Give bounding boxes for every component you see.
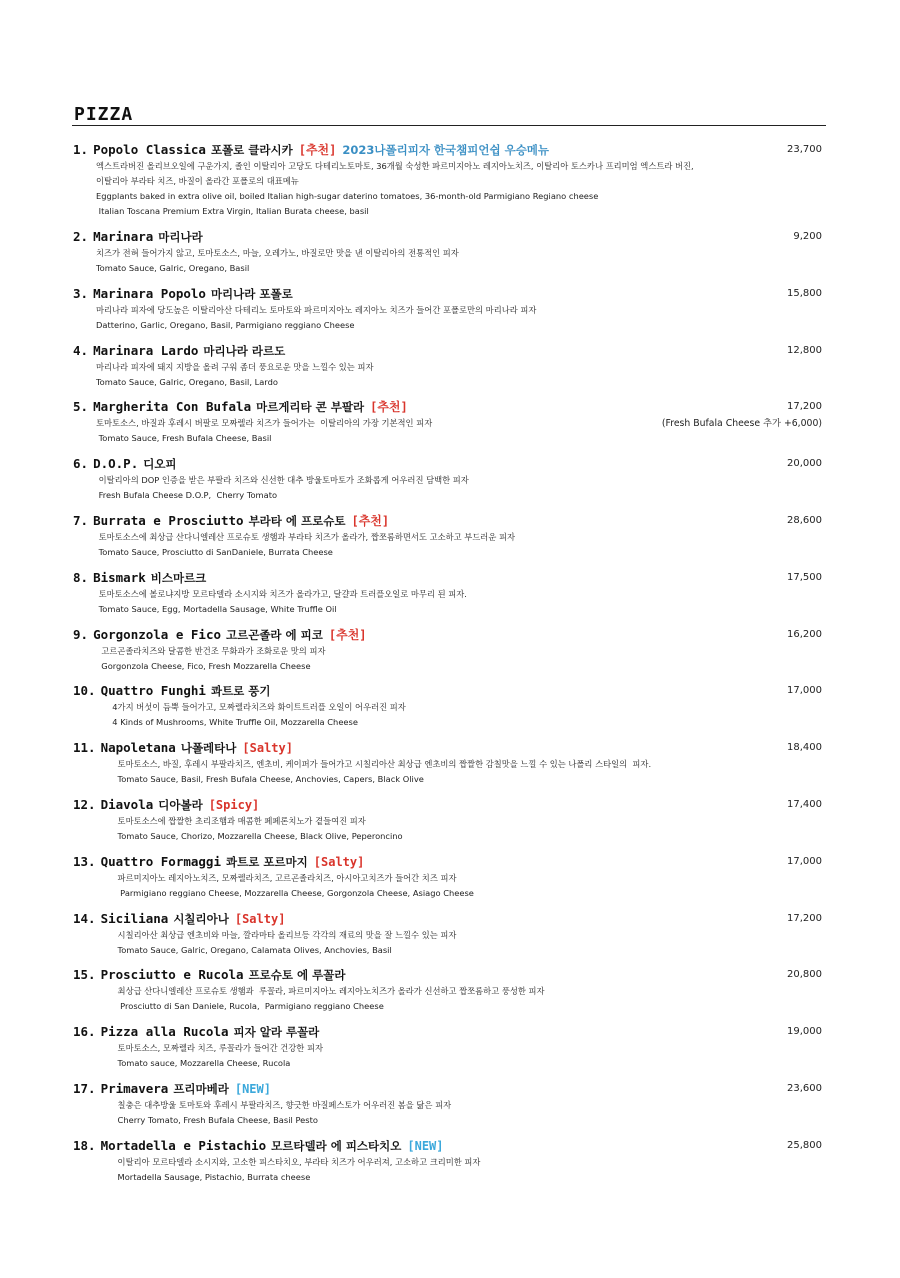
item-number: 14. (73, 910, 96, 926)
item-name: D.O.P. (93, 456, 139, 472)
item-number: 13. (73, 853, 96, 869)
item-korean-name: 프리마베라 (173, 1081, 229, 1096)
description-line: Prosciutto di San Daniele, Rucola, Parmigiano reggiano Cheese (107, 1001, 384, 1012)
menu-item (0, 454, 900, 511)
item-description (96, 416, 432, 446)
item-tag-badge: [NEW] (407, 1138, 444, 1153)
description-line: 토마토소스, 바질, 후레시 부팔라치즈, 엔초비, 케이퍼가 들어가고 시칠리아산 최상급 엔초비의 짭짤한 감칠맛을 느낄 수 있는 나폴리 스타일의 피자. (107, 759, 652, 770)
item-description (96, 587, 467, 617)
item-name: Burrata e Prosciutto (93, 512, 244, 528)
description-line: 토마토소스에 짭짤한 초리조햄과 매콤한 페페론치노가 곁들여진 피자 (107, 815, 366, 826)
menu-item-heading (73, 570, 206, 586)
item-description (107, 1041, 323, 1071)
item-price: 15,800 (787, 287, 822, 299)
item-price: 19,000 (787, 1026, 822, 1038)
item-number: 11. (73, 740, 96, 756)
item-name: Popolo Classica (93, 142, 206, 157)
description-line: 토마토소스, 모짜렐라 치즈, 루꼴라가 들어간 건강한 피자 (107, 1043, 323, 1054)
description-line: 토마토소스, 바질과 후레시 버팔로 모짜렐라 치즈가 들어가는 이탈리아의 가장 기본적인 피자 (96, 418, 433, 429)
item-description (96, 473, 469, 503)
item-description (96, 159, 694, 219)
menu-item (0, 738, 900, 795)
item-korean-name: 피자 알라 루꼴라 (233, 1025, 320, 1040)
item-korean-name: 디오피 (143, 457, 177, 472)
description-line: Tomato Sauce, Galric, Oregano, Basil (96, 263, 250, 273)
item-number: 7. (73, 512, 89, 528)
item-number: 18. (73, 1137, 96, 1153)
item-name: Bismark (93, 569, 146, 585)
item-description (107, 814, 403, 844)
menu-item-heading (73, 967, 345, 983)
menu-item (0, 909, 900, 966)
description-line: Eggplants baked in extra olive oil, boiled Italian high-sugar daterino tomatoes, 36-month-old Parmigiano Regiano cheese (96, 191, 599, 201)
item-tag-badge: [추천] (328, 627, 367, 642)
item-tag-badge: [Spicy] (208, 797, 260, 812)
item-korean-name: 마리나라 (158, 230, 203, 244)
item-tag-badge: [추천] (298, 143, 337, 157)
item-name: Siciliana (100, 910, 169, 926)
item-price: 18,400 (787, 742, 822, 754)
description-line: 이탈리아 부라타 치즈, 바질이 올라간 포폴로의 대표메뉴 (96, 176, 299, 186)
item-description (107, 1155, 480, 1185)
title-divider (72, 125, 826, 126)
item-korean-name: 콰트로 포르마지 (226, 854, 308, 869)
menu-item-heading (73, 1024, 319, 1040)
menu-item (0, 511, 900, 568)
item-price: 17,200 (787, 912, 822, 924)
item-name: Marinara Lardo (93, 342, 199, 358)
page-title: PIZZA (74, 104, 134, 125)
item-korean-name: 마리나라 라르도 (203, 343, 286, 358)
item-description (107, 928, 456, 958)
description-line: Tomato Sauce, Galric, Oregano, Calamata Olives, Anchovies, Basil (107, 944, 392, 955)
description-line: 4 Kinds of Mushrooms, White Truffle Oil, Mozzarella Cheese (107, 717, 358, 728)
menu-item (0, 681, 900, 738)
menu-item (0, 140, 900, 227)
item-price: 12,800 (787, 344, 822, 356)
description-line: Tomato Sauce, Prosciutto di SanDaniele, Burrata Cheese (96, 546, 333, 557)
item-number: 1. (73, 142, 89, 157)
description-line: Gorgonzola Cheese, Fico, Fresh Mozzarella Cheese (96, 660, 311, 671)
item-price: 23,600 (787, 1082, 822, 1094)
description-line: 토마토소스에 최상급 산다니엘레산 프로슈토 생햄과 부라타 치즈가 올라가, 짭쪼롬하면서도 고소하고 부드러운 피자 (96, 531, 515, 542)
menu-item-heading (73, 229, 203, 245)
description-line: 치즈가 전혀 들어가지 않고, 토마토소스, 마늘, 오레가노, 바질로만 맛을 낸 이탈리아의 전통적인 피자 (96, 248, 459, 258)
item-award-note: 2023나폴리피자 한국챔피언쉽 우승메뉴 (342, 143, 550, 157)
item-extra-note: (Fresh Bufala Cheese 추가 +6,000) (661, 418, 822, 430)
description-line: Italian Toscana Premium Extra Virgin, Italian Burata cheese, basil (96, 206, 369, 216)
menu-item (0, 397, 900, 454)
item-korean-name: 고르곤졸라 에 피코 (226, 627, 323, 642)
menu-item-heading (73, 627, 367, 643)
item-korean-name: 마르게리타 콘 부팔라 (256, 400, 365, 415)
item-description (96, 246, 459, 276)
item-tag-badge: [NEW] (234, 1081, 271, 1096)
item-description (107, 871, 474, 901)
item-number: 10. (73, 683, 96, 699)
menu-item-heading (73, 797, 259, 813)
item-price: 28,600 (787, 514, 822, 526)
item-korean-name: 비스마르크 (150, 570, 207, 585)
menu-item-heading (73, 1081, 271, 1097)
menu-item (0, 852, 900, 909)
item-name: Quattro Funghi (100, 683, 206, 699)
item-number: 5. (73, 399, 89, 415)
item-tag-badge: [Salty] (234, 911, 286, 926)
description-line: 엑스트라버진 올리브오일에 구운가지, 졸인 이탈리아 고당도 다테리노토마토, 36개월 숙성한 파르미지아노 레지아노치즈, 이탈리아 토스카나 프리미엄 엑스트라 버진, (96, 161, 694, 171)
item-number: 8. (73, 569, 89, 585)
menu-item-heading (73, 286, 293, 302)
item-description (96, 303, 536, 333)
menu-item (0, 341, 900, 398)
menu-item-heading (73, 683, 271, 699)
item-price: 20,000 (787, 458, 822, 470)
item-description (107, 757, 651, 787)
description-line: Tomato Sauce, Galric, Oregano, Basil, Lardo (96, 376, 278, 387)
item-name: Marinara Popolo (93, 285, 206, 301)
item-number: 3. (73, 285, 89, 301)
menu-item-heading (73, 911, 285, 927)
description-line: Parmigiano reggiano Cheese, Mozzarella Cheese, Gorgonzola Cheese, Asiago Cheese (107, 887, 474, 898)
item-name: Margherita Con Bufala (93, 399, 252, 415)
item-name: Gorgonzola e Fico (93, 626, 221, 642)
item-name: Diavola (100, 796, 154, 812)
item-number: 12. (73, 796, 96, 812)
menu-item (0, 227, 900, 284)
item-korean-name: 시칠리아나 (173, 911, 229, 926)
menu-item-heading (73, 142, 549, 158)
menu-item-heading (73, 343, 285, 359)
description-line: Tomato Sauce, Chorizo, Mozzarella Cheese, Black Olive, Peperoncino (107, 830, 403, 841)
description-line: 마리나라 피자에 돼지 지방을 올려 구워 좀더 풍요로운 맛을 느낄수 있는 피자 (96, 361, 374, 372)
menu-item-heading (73, 854, 364, 870)
menu-item (0, 1022, 900, 1079)
description-line: Tomato Sauce, Fresh Bufala Cheese, Basil (96, 433, 272, 444)
item-name: Primavera (100, 1080, 169, 1096)
item-number: 2. (73, 229, 89, 244)
item-tag-badge: [추천] (351, 513, 390, 528)
item-name: Mortadella e Pistachio (100, 1137, 267, 1153)
item-price: 17,400 (787, 798, 822, 810)
item-number: 15. (73, 967, 96, 983)
description-line: 칠충은 대추방울 토마토와 후레시 부팔라치즈, 향긋한 바질페스토가 어우러진 봄을 닮은 피자 (107, 1099, 452, 1110)
item-description (96, 644, 326, 674)
item-price: 23,700 (787, 144, 822, 155)
description-line: 4가지 버섯이 듬뿍 들어가고, 모짜렐라치즈와 화이트트러플 오일이 어우러진 피자 (107, 702, 406, 713)
item-korean-name: 부라타 에 프로슈토 (248, 513, 346, 528)
description-line: Tomato Sauce, Basil, Fresh Bufala Cheese, Anchovies, Capers, Black Olive (107, 774, 424, 785)
description-line: Datterino, Garlic, Oregano, Basil, Parmigiano reggiano Cheese (96, 319, 355, 330)
item-korean-name: 마리나라 포폴로 (210, 286, 293, 301)
item-name: Quattro Formaggi (100, 853, 221, 869)
item-price: 17,000 (787, 855, 822, 867)
item-tag-badge: [Salty] (242, 741, 293, 756)
description-line: 이탈리아 모르타델라 소시지와, 고소한 피스타치오, 부라타 치즈가 어우러져, 고소하고 크리미한 피자 (107, 1156, 481, 1167)
item-price: 17,500 (787, 571, 822, 583)
item-price: 17,200 (787, 401, 822, 413)
menu-item (0, 1136, 900, 1193)
pizza-menu-list (0, 140, 900, 1193)
item-number: 16. (73, 1024, 96, 1040)
menu-item-heading (73, 1138, 444, 1154)
item-tag-badge: [Salty] (313, 854, 365, 869)
menu-item-heading (73, 456, 177, 472)
item-price: 16,200 (787, 628, 822, 640)
item-name: Napoletana (100, 740, 176, 756)
item-price: 9,200 (793, 231, 822, 242)
description-line: Tomato Sauce, Egg, Mortadella Sausage, White Truffle Oil (96, 603, 337, 614)
item-korean-name: 모르타델라 에 피스타치오 (271, 1138, 402, 1153)
item-number: 6. (73, 456, 89, 472)
description-line: 파르미지아노 레지아노치즈, 모짜렐라치즈, 고르곤졸라치즈, 아시아고치즈가 들어간 치즈 피자 (107, 872, 457, 883)
description-line: 토마토소스에 볼로냐지방 모르타델라 소시지와 치즈가 올라가고, 달걀과 트러플오일로 마무리 된 피자. (96, 588, 467, 599)
menu-item (0, 965, 900, 1022)
description-line: 이탈리아의 DOP 인증을 받은 부팔라 치즈와 신선한 대추 방울토마토가 조화롭게 어우러진 담백한 피자 (96, 475, 469, 486)
item-korean-name: 프로슈토 에 루꼴라 (248, 968, 346, 983)
item-price: 17,000 (787, 685, 822, 697)
item-description (107, 984, 545, 1014)
description-line: 고르곤졸라치즈와 달콤한 반건조 무화과가 조화로운 맛의 피자 (96, 645, 326, 656)
item-korean-name: 포폴로 클라시카 (210, 143, 293, 157)
menu-item-heading (73, 740, 293, 756)
menu-item-heading (73, 513, 389, 529)
menu-item (0, 1079, 900, 1136)
menu-item (0, 625, 900, 682)
description-line: Mortadella Sausage, Pistachio, Burrata cheese (107, 1171, 311, 1182)
menu-item (0, 795, 900, 852)
description-line: 마리나라 피자에 당도높은 이탈리아산 다테리노 토마토와 파르미지아노 레지아노 치즈가 들어간 포폴로만의 마리나라 피자 (96, 304, 537, 315)
item-name: Prosciutto e Rucola (100, 967, 244, 983)
menu-item-heading (73, 399, 408, 415)
description-line: Tomato sauce, Mozzarella Cheese, Rucola (107, 1058, 291, 1069)
menu-item (0, 568, 900, 625)
item-description (107, 700, 406, 730)
item-price: 20,800 (787, 969, 822, 981)
description-line: 최상급 산다니엘레산 프로슈토 생햄과 루꼴라, 파르미지아노 레지아노치즈가 올라가 신선하고 짭쪼롬하고 풍성한 피자 (107, 986, 545, 997)
item-korean-name: 나폴레타나 (180, 741, 237, 756)
description-line: 시칠리아산 최상급 엔초비와 마늘, 깔라마타 올리브등 각각의 재료의 맛을 잘 느낄수 있는 피자 (107, 929, 457, 940)
menu-item (0, 284, 900, 341)
item-number: 17. (73, 1080, 96, 1096)
item-name: Pizza alla Rucola (100, 1024, 229, 1040)
description-line: Fresh Bufala Cheese D.O.P, Cherry Tomato (96, 490, 278, 501)
item-description (96, 530, 515, 560)
item-number: 4. (73, 342, 89, 358)
item-description (96, 360, 373, 390)
item-korean-name: 콰트로 풍기 (210, 684, 271, 699)
description-line: Cherry Tomato, Fresh Bufala Cheese, Basil Pesto (107, 1114, 318, 1125)
item-name: Marinara (93, 229, 154, 244)
item-price: 25,800 (787, 1139, 822, 1151)
item-korean-name: 디아볼라 (158, 797, 203, 812)
item-description (107, 1098, 451, 1128)
item-number: 9. (73, 626, 89, 642)
item-tag-badge: [추천] (370, 400, 408, 415)
